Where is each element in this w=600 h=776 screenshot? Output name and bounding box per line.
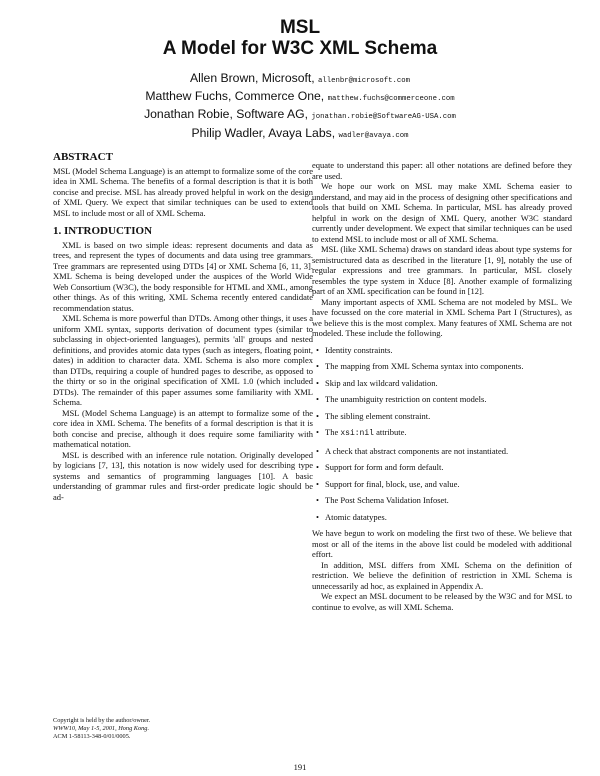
bullet-icon: • <box>316 445 319 456</box>
bullet-icon: • <box>316 478 319 489</box>
list-item: • Support for form and form default. <box>316 462 444 472</box>
body-paragraph: MSL (like XML Schema) draws on standard ideas about type systems for semistructured data as described in the literature [1, 9], notably the use of regular expressions and tree grammars. In particular, MSL closely resembles the type system in Xduce [8]. Another example of formalizing part of an XML specification can be found in [12]. <box>312 244 572 296</box>
list-item: • The mapping from XML Schema syntax into components. <box>316 361 524 371</box>
footnote-line: Copyright is held by the author/owner. <box>53 717 151 724</box>
bullet-icon: • <box>316 377 319 388</box>
body-paragraph: We hope our work on MSL may make XML Schema easier to understand, and may aid in the process of designing other specifications and tools that build on XML Schema. In particular, MSL has already proved helpful in work on the design of XML Query, another W3C standard currently under development. We expect that similar techniques can be used to extend MSL to include most or all of XML Schema. <box>312 181 572 244</box>
list-item: • The unambiguity restriction on content models. <box>316 394 487 404</box>
intro-paragraph: XML is based on two simple ideas: represent documents and data as trees, and represent the types of documents and data using tree grammars. Tree grammars are represented using DTDs [4] or XML Schema [6, 11, 3]. XML Schema is being developed under the auspices of the World Wide Web Consortium (W3C), the body responsible for HTML and XML, among other things. As of this writing, XML Schema recently entered candidate recommendation status. <box>53 239 313 313</box>
intro-paragraph: MSL is described with an inference rule notation. Originally developed by logicians [7, 13], this notation is now widely used for describing type systems and semantics of programming languages [10]. A basic understanding of grammar rules and first-order predicate logic should be ad- <box>53 449 313 502</box>
body-paragraph: We have begun to work on modeling the first two of these. We believe that most or all of the items in the above list could be modeled with additional effort. <box>312 528 572 559</box>
author-line <box>0 126 600 144</box>
list-item: • Identity constraints. <box>316 344 393 355</box>
body-paragraph: We expect an MSL document to be released by the W3C and for MSL to continue to evolve, as will XML Schema. <box>312 591 572 612</box>
body-paragraph: Many important aspects of XML Schema are not modeled by MSL. We have focussed on the core material in XML Schema Part I (Structures), as we believe this is the most complex. Many features of XML Schema are not modeled. These include the following. <box>312 296 572 338</box>
intro-paragraph: MSL (Model Schema Language) is an attempt to formalize some of the core idea in XML Schema. The benefits of a formal description is that it is both concise and precise, although it does require some familiarity with mathematical notation. <box>53 407 313 449</box>
intro-paragraph: XML Schema is more powerful than DTDs. Among other things, it uses a uniform XML syntax, supports derivation of document types (similar to subclassing in object-oriented languages), permits 'all' groups and nested definitions, and provides atomic data types (such as integers, floating point, dates) in addition to character data. XML Schema is also more complex than DTDs, requiring a couple of hundred pages to describe, as opposed to the thirty or so in the original specification of XML 1.0 (which included DTDs). The remainder of this paper assumes some familiarity with XML Schema. <box>53 313 313 407</box>
paper-title-line1: MSL <box>279 17 321 38</box>
abstract-heading: ABSTRACT <box>53 151 113 163</box>
copyright-footnote <box>53 717 293 741</box>
body-paragraph: In addition, MSL differs from XML Schema on the definition of restriction. We believe the definition of restriction in XML Schema is unnecessarily ad hoc, as explained in Appendix A. <box>312 559 572 591</box>
author-name: Jonathan Robie, Software AG, <box>144 107 309 122</box>
author-email: wadler@avaya.com <box>338 131 409 140</box>
bullet-icon: • <box>316 344 319 355</box>
author-line <box>0 71 600 89</box>
list-item: • A check that abstract components are not instantiated. <box>316 445 509 456</box>
footnote-line: WWW10, May 1-5, 2001, Hong Kong. <box>53 725 150 732</box>
list-item: • Atomic datatypes. <box>316 511 387 522</box>
author-email: allenbr@microsoft.com <box>318 77 410 85</box>
author-name: Allen Brown, Microsoft, <box>190 71 315 85</box>
list-item: • Support for final, block, use, and value. <box>316 478 460 489</box>
author-name: Philip Wadler, Avaya Labs, <box>191 125 336 140</box>
bullet-icon: • <box>316 462 319 472</box>
left-column <box>53 152 313 502</box>
list-item: • Skip and lax wildcard validation. <box>316 377 438 388</box>
bullet-icon: • <box>316 394 319 404</box>
introduction-heading: 1. INTRODUCTION <box>53 225 153 237</box>
bullet-icon: • <box>316 410 319 421</box>
author-list <box>0 71 600 144</box>
list-item: • The xsi:nil attribute. <box>316 427 407 438</box>
bullet-icon: • <box>316 511 319 522</box>
list-item: • The sibling element constraint. <box>316 410 431 421</box>
abstract-text: MSL (Model Schema Language) is an attempt to formalize some of the core idea in XML Schema. The benefits of a formal description is that it is both concise and precise. MSL has already proved helpful in work on the design of XML Query. We expect that similar techniques can be used to extend MSL to include most or all of XML Schema. <box>53 165 313 218</box>
author-email: jonathan.robie@SoftwareAG-USA.com <box>311 113 456 122</box>
author-line <box>0 107 600 125</box>
bullet-icon: • <box>316 495 319 505</box>
author-name: Matthew Fuchs, Commerce One, <box>145 89 325 104</box>
right-column <box>312 160 572 612</box>
bullet-icon: • <box>316 361 319 371</box>
unmodeled-features-list <box>312 345 572 523</box>
body-paragraph: equate to understand this paper: all other notations are defined before they are used. <box>312 160 572 181</box>
list-item: • The Post Schema Validation Infoset. <box>316 495 449 505</box>
bullet-icon: • <box>316 427 319 437</box>
author-line <box>0 89 600 107</box>
author-email: matthew.fuchs@commerceone.com <box>327 95 455 104</box>
paper-title-line2: A Model for W3C XML Schema <box>162 38 438 59</box>
page-number: 191 <box>293 762 307 772</box>
footnote-line: ACM 1-58113-348-0/01/0005. <box>53 733 131 740</box>
